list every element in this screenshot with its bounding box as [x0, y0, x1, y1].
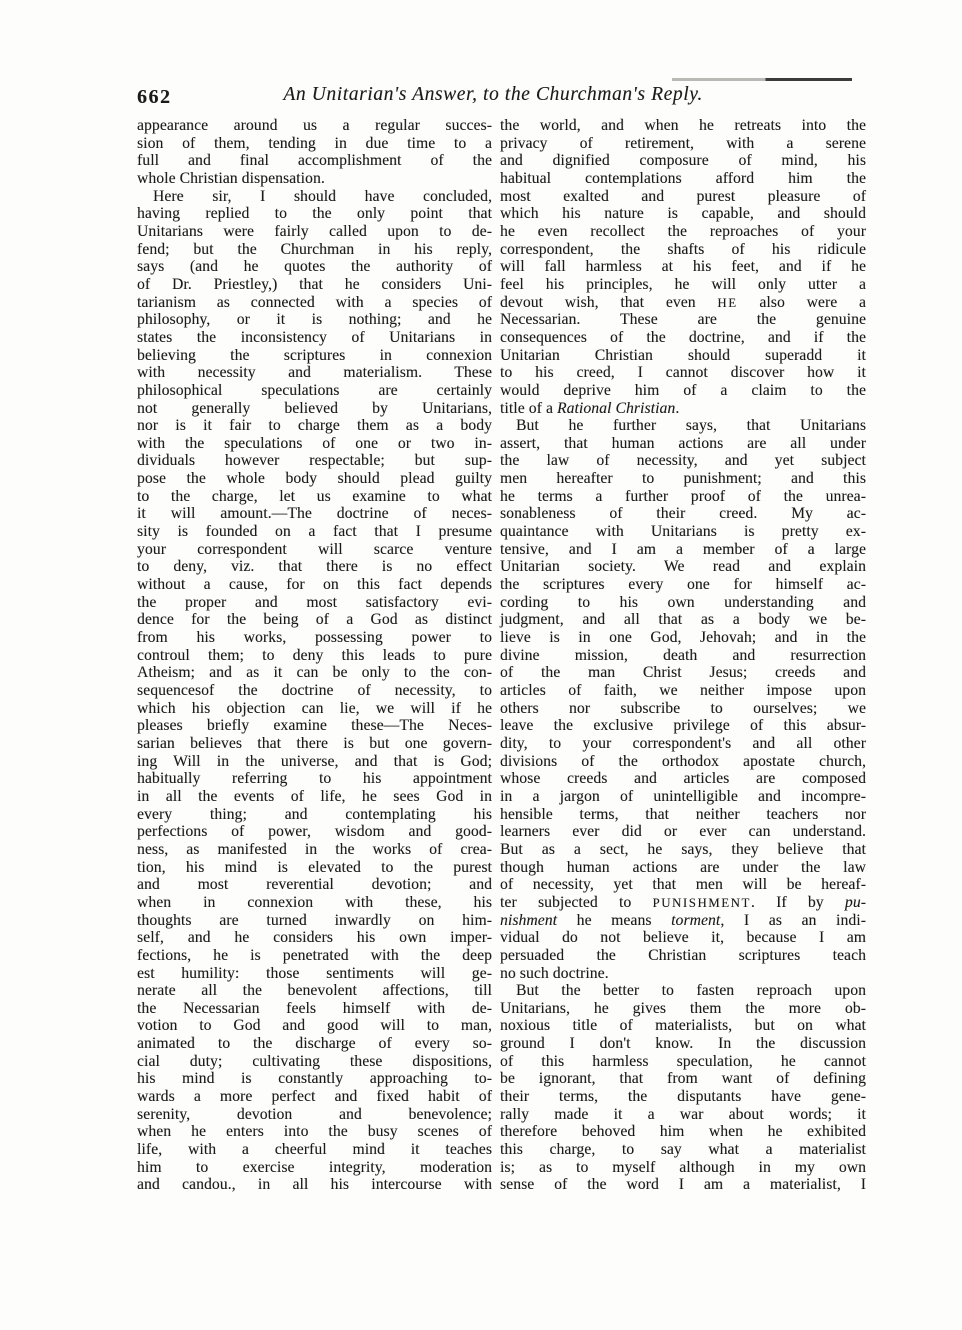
- text-line: says (and he quotes the authority of: [137, 258, 492, 276]
- text-line: the scriptures every one for himself ac-: [500, 576, 866, 594]
- text-line: their terms, the disputants have gene-: [500, 1088, 866, 1106]
- text-line: the proper and most satisfactory evi-: [137, 593, 492, 611]
- page-number: 662: [137, 86, 172, 108]
- text-line: dity, to your correspondent's and all other: [500, 734, 866, 752]
- text-line: animated to the discharge of every so-: [137, 1035, 492, 1053]
- text-line: Here sir, I should have concluded,: [153, 187, 492, 205]
- text-line: devout wish, that even HE also were a: [500, 293, 867, 311]
- text-line: thoughts are turned inwardly on him-: [137, 911, 492, 929]
- text-line: philosophy, or it is nothing; and he: [137, 311, 492, 329]
- text-line: the law of necessity, and yet subject: [500, 452, 866, 470]
- text-line: to deny, viz. that there is no effect: [137, 558, 492, 576]
- text-line: states the inconsistency of Unitarians in: [137, 328, 492, 346]
- text-line: wards a more perfect and fixed habit of: [137, 1088, 492, 1106]
- text-line: tarianism as connected with a species of: [137, 293, 492, 311]
- text-line: not generally believed by Unitarians,: [137, 399, 492, 417]
- text-line: Unitarian Christian should superadd it: [500, 346, 866, 364]
- top-right-rule: [672, 78, 852, 81]
- text-line: sion of them, tending in due time to a: [137, 134, 492, 152]
- text-line: appearance around us a regular succes-: [137, 117, 492, 134]
- text-line: nishment he means torment, I as an indi-: [500, 911, 866, 929]
- text-line: every thing; and contemplating his: [137, 805, 492, 823]
- text-line: habitual contemplations afford him the: [500, 169, 866, 187]
- text-line: tion, his mind is elevated to the purest: [137, 858, 492, 876]
- text-line: cording to his own understanding and: [500, 593, 866, 611]
- text-line: of this harmless speculation, he cannot: [500, 1052, 866, 1070]
- text-line: habitually referring to his appointment: [137, 770, 492, 788]
- text-line: sonableness of their creed. My ac-: [500, 505, 866, 523]
- text-line: dence for the being of a God as distinct: [137, 611, 492, 629]
- text-line: which his objection can lie, we will if he: [137, 699, 492, 717]
- text-line: dividuals however respectable; but sup-: [137, 452, 492, 470]
- text-line: pose the whole body should plead guilty: [137, 470, 492, 488]
- text-line: whole Christian dispensation.: [137, 169, 325, 187]
- text-line: sity is founded on a fact that I presume: [137, 523, 492, 541]
- text-line: assert, that human actions are all under: [500, 434, 866, 452]
- text-line: But the better to fasten reproach upon: [516, 982, 866, 1000]
- text-line: pleases briefly examine these—The Neces-: [137, 717, 492, 735]
- text-line: perfections of power, wisdom and good-: [137, 823, 492, 841]
- text-line: ter subjected to PUNISHMENT. If by pu-: [500, 893, 867, 911]
- text-line: though human actions are under the law: [500, 858, 866, 876]
- text-line: sequencesof the doctrine of necessity, to: [137, 682, 492, 699]
- text-line: believing the scriptures in connexion: [137, 346, 492, 364]
- text-line: articles of faith, we neither impose upon: [500, 682, 866, 699]
- text-line: But as a sect, he says, they believe that: [500, 840, 866, 858]
- text-line: controul them; to deny this leads to pure: [137, 646, 492, 664]
- text-line: fend; but the Churchman in his reply,: [137, 240, 492, 258]
- text-line: will fall harmless at his feet, and if he: [500, 258, 866, 276]
- text-line: fections, he is penetrated with the deep: [137, 946, 492, 964]
- text-line: this charge, to say what a materialist: [500, 1141, 866, 1159]
- text-line: cial duty; cultivating these dispositions,: [137, 1052, 492, 1070]
- text-line: noxious title of materialists, but on what: [500, 1017, 866, 1035]
- text-line: without a cause, for on this fact depends: [137, 576, 492, 594]
- text-line: vidual do not believe it, because I am: [500, 929, 866, 947]
- text-line: it will amount.—The doctrine of neces-: [137, 505, 492, 523]
- text-line: from his works, possessing power to: [137, 629, 492, 647]
- text-line: which his nature is capable, and should: [500, 205, 866, 223]
- text-line: having replied to the only point that: [137, 205, 492, 223]
- text-line: tensive, and I am a member of a large: [500, 540, 866, 558]
- text-line: learners ever did or ever can understand.: [500, 823, 866, 841]
- text-line: is; as to myself although in my own: [500, 1158, 866, 1176]
- text-line: he terms a further proof of the unrea-: [500, 487, 866, 505]
- text-line: consequences of the doctrine, and if the: [500, 328, 866, 346]
- text-line: leave the exclusive privilege of this absur-: [500, 717, 866, 735]
- text-line: to the charge, let us examine to what: [137, 487, 492, 505]
- text-body: [137, 117, 866, 1194]
- text-line: nor is it fair to charge them as a body: [137, 417, 492, 435]
- text-line: and candou., in all his intercourse with: [137, 1176, 492, 1194]
- text-line: would deprive him of a claim to the: [500, 381, 866, 399]
- text-line: whose creeds and articles are composed: [500, 770, 866, 788]
- text-line: full and final accomplishment of the: [137, 152, 492, 170]
- text-line: self, and he considers his own imper-: [137, 929, 492, 947]
- text-line: judgment, and all that as a body we be-: [500, 611, 866, 629]
- text-line: the Necessarian feels himself with de-: [137, 999, 492, 1017]
- page-header: [137, 84, 866, 112]
- text-line: therefore behoved him when he exhibited: [500, 1123, 866, 1141]
- text-line: sense of the word I am a materialist, I: [500, 1176, 866, 1194]
- text-line: hensible terms, that neither teachers nor: [500, 805, 866, 823]
- text-line: in all the events of life, he sees God in: [137, 787, 492, 805]
- text-line: correspondent, the shafts of his ridicule: [500, 240, 866, 258]
- text-line: est humility: those sentiments will ge-: [137, 964, 492, 982]
- left-column: [137, 117, 492, 1194]
- text-line: when he enters into the busy scenes of: [137, 1123, 492, 1141]
- text-line: men hereafter to punishment; and this: [500, 470, 866, 488]
- text-line: life, with a cheerful mind it teaches: [137, 1141, 492, 1159]
- text-line: privacy of retirement, with a serene: [500, 134, 866, 152]
- text-line: divisions of the orthodox apostate church,: [500, 752, 866, 770]
- text-line: and most reverential devotion; and: [137, 876, 492, 894]
- text-line: ness, as manifested in the works of crea-: [137, 840, 492, 858]
- text-line: of Dr. Priestley,) that he considers Uni-: [137, 275, 492, 293]
- text-line: divine mission, death and resurrection: [500, 646, 866, 664]
- text-line: lieve is in one God, Jehovah; and in the: [500, 629, 866, 647]
- text-line: others nor subscribe to ourselves; we: [500, 699, 866, 717]
- text-line: most exalted and purest pleasure of: [500, 187, 866, 205]
- text-line: quaintance with Unitarians is pretty ex-: [500, 523, 866, 541]
- text-line: in a jargon of unintelligible and incompre-: [500, 787, 866, 805]
- text-line: of the man Christ Jesus; creeds and: [500, 664, 866, 682]
- text-line: ground I don't know. In the discussion: [500, 1035, 866, 1053]
- text-line: no such doctrine.: [500, 964, 609, 982]
- text-line: Unitarians, he gives them the more ob-: [500, 999, 866, 1017]
- right-column: [500, 117, 866, 1194]
- text-line: when in connexion with these, his: [137, 893, 492, 911]
- text-line: of necessity, yet that men will be hereaf-: [500, 876, 866, 894]
- text-line: title of a Rational Christian.: [500, 399, 680, 417]
- text-line: But he further says, that Unitarians: [516, 417, 866, 435]
- text-line: Atheism; and as it can be only to the con-: [137, 664, 492, 682]
- text-line: philosophical speculations are certainly: [137, 381, 492, 399]
- text-line: rally made it a war about words; it: [500, 1105, 866, 1123]
- text-line: serenity, devotion and benevolence;: [137, 1105, 492, 1123]
- text-line: with necessity and materialism. These: [137, 364, 492, 382]
- text-line: his mind is constantly approaching to-: [137, 1070, 492, 1088]
- running-title: An Unitarian's Answer, to the Churchman's Reply.: [283, 84, 703, 105]
- text-line: Necessarian. These are the genuine: [500, 311, 866, 329]
- text-line: to his creed, I cannot discover how it: [500, 364, 866, 382]
- text-line: with the speculations of one or two in-: [137, 434, 492, 452]
- text-line: sarian believes that there is but one govern-: [137, 734, 492, 752]
- text-line: your correspondent will scarce venture: [137, 540, 492, 558]
- text-line: be ignorant, that from want of defining: [500, 1070, 866, 1088]
- text-line: ing Will in the universe, and that is God;: [137, 752, 492, 770]
- text-line: the world, and when he retreats into the: [500, 117, 866, 134]
- text-line: persuaded the Christian scriptures teach: [500, 946, 866, 964]
- text-line: him to exercise integrity, moderation: [137, 1158, 492, 1176]
- text-line: nerate all the benevolent affections, till: [137, 982, 492, 1000]
- text-line: votion to God and good will to man,: [137, 1017, 492, 1035]
- text-line: Unitarians were fairly called upon to de-: [137, 222, 492, 240]
- text-line: he even recollect the reproaches of your: [500, 222, 866, 240]
- text-line: Unitarian society. We read and explain: [500, 558, 866, 576]
- text-line: and dignified composure of mind, his: [500, 152, 866, 170]
- text-line: feel his principles, he will only utter a: [500, 275, 866, 293]
